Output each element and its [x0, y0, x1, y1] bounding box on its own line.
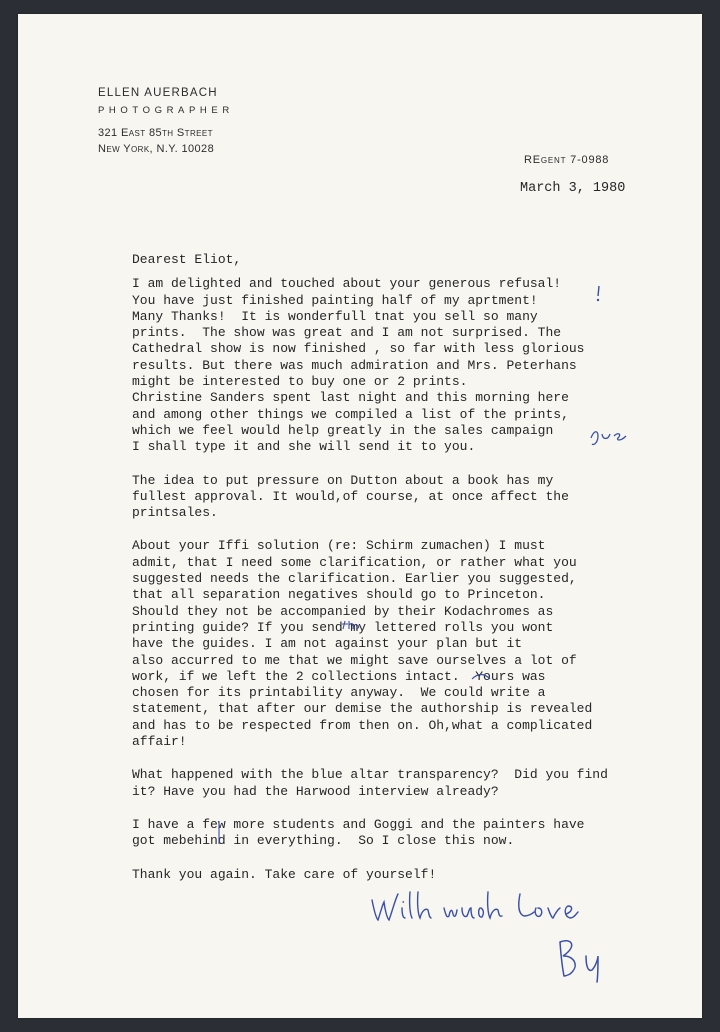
text-line: I shall type it and she will send it to you. [132, 439, 476, 455]
text-line: that all separation negatives should go to Princeton. [132, 587, 546, 603]
text-line: might be interested to buy one or 2 prints. [132, 374, 468, 390]
paragraph [132, 767, 692, 800]
text-line: Cathedral show is now finished , so far with less glorious [132, 341, 585, 357]
text-line: it? Have you had the Harwood interview already? [132, 783, 499, 799]
letterhead-address-street: 321 East 85th Street [98, 127, 213, 139]
letterhead-title: PHOTOGRAPHER [98, 105, 234, 116]
text-line: You have just finished painting half of my aprtment! [132, 292, 538, 308]
text-line: which we feel would help greatly in the sales campaign [132, 422, 554, 438]
ink-correction-the [341, 619, 361, 633]
text-line: suggested needs the clarification. Earlier you suggested, [132, 571, 577, 587]
ink-correction-mebehind [214, 820, 224, 846]
text-line: About your Iffi solution (re: Schirm zumachen) I must [132, 538, 546, 554]
text-line: have the guides. I am not against your plan but it [132, 636, 523, 652]
text-line: admit, that I need some clarification, or rather what you [132, 554, 577, 570]
letter-date: March 3, 1980 [520, 181, 626, 196]
ink-correction-campaign [588, 424, 632, 448]
text-line: printsales. [132, 505, 218, 521]
paragraph [132, 473, 692, 522]
text-line: got mebehind in everything. So I close this now. [132, 833, 515, 849]
text-line: printing guide? If you send my lettered rolls you wont [132, 619, 554, 635]
text-line: prints. The show was great and I am not surprised. The [132, 325, 562, 341]
text-line: affair! [132, 734, 187, 750]
text-line: statement, that after our demise the authorship is revealed [132, 701, 593, 717]
text-line: and has to be respected from then on. Oh,what a complicated [132, 717, 593, 733]
letterhead-address-city: New York, N.Y. 10028 [98, 143, 215, 155]
text-line: chosen for its printability anyway. We could write a [132, 685, 546, 701]
letterhead-name: ELLEN AUERBACH [98, 87, 218, 99]
letterhead [98, 86, 234, 157]
text-line: I have a few more students and Goggi and the painters have [132, 816, 585, 832]
text-line: I am delighted and touched about your generous refusal! [132, 276, 562, 292]
text-line: Many Thanks! It is wonderfull tnat you sell so many [132, 308, 538, 324]
text-line: work, if we left the 2 collections intact. Yours was [132, 668, 546, 684]
text-line: also accurred to me that we might save ourselves a lot of [132, 652, 577, 668]
letterhead-phone: REgent 7-0988 [524, 154, 610, 166]
letter-body [132, 252, 692, 883]
text-line: Christine Sanders spent last night and this morning here [132, 390, 569, 406]
letter-page [18, 14, 702, 1018]
paragraph [132, 538, 692, 750]
text-line: and among other things we compiled a list of the prints, [132, 406, 569, 422]
text-line: Should they not be accompanied by their Kodachromes as [132, 603, 554, 619]
ink-correction-exclamation [594, 285, 604, 303]
salutation: Dearest Eliot, [132, 252, 242, 267]
signature-drawing [368, 886, 648, 986]
text-line: results. But there was much admiration and Mrs. Peterhans [132, 357, 577, 373]
closing-line: Thank you again. Take care of yourself! [132, 866, 437, 882]
text-line: fullest approval. It would,of course, at once affect the [132, 488, 569, 504]
text-line: What happened with the blue altar transparency? Did you find [132, 767, 608, 783]
text-line: The idea to put pressure on Dutton about a book has my [132, 472, 554, 488]
ink-correction-intact [470, 671, 494, 683]
handwritten-signature [368, 886, 648, 986]
